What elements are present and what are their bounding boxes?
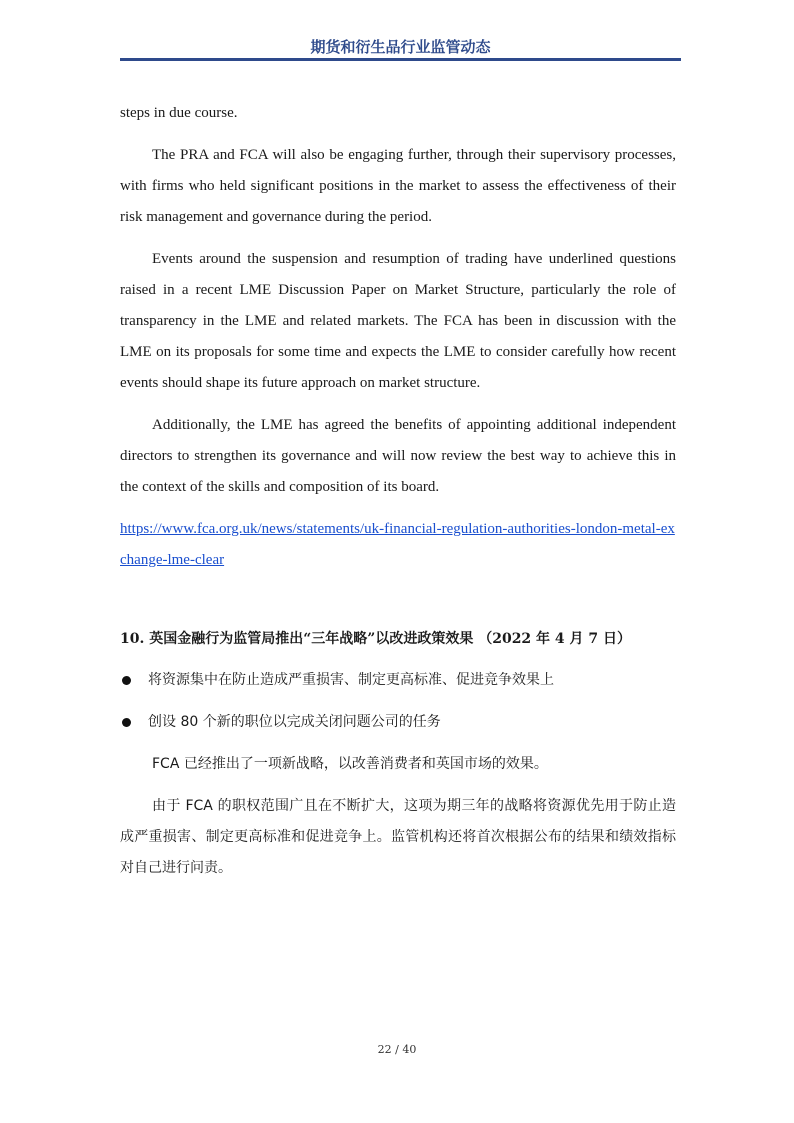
bullet-icon <box>122 676 131 685</box>
section-paragraph: 由于 FCA 的职权范围广且在不断扩大，这项为期三年的战略将资源优先用于防止造成严重损害、制定更高标准和促进竞争上。监管机构还将首次根据公布的结果和绩效指标对自己进行问责。 <box>120 798 676 876</box>
list-item <box>120 665 676 696</box>
source-link[interactable]: https://www.fca.org.uk/news/statements/uk-financial-regulation-authorities-london-metal-exchange-lme-clear <box>120 521 675 568</box>
header-divider <box>120 58 681 61</box>
list-item <box>120 707 676 738</box>
header-title: 期货和衍生品行业监管动态 <box>310 38 491 56</box>
bullet-text: 创设 80 个新的职位以完成关闭问题公司的任务 <box>148 714 441 730</box>
bullet-list <box>120 665 676 738</box>
main-content <box>120 98 676 895</box>
section-heading: 10. 英国金融行为监管局推出“三年战略”以改进政策效果 （2022 年 4 月 7 日） <box>120 631 632 647</box>
bullet-text: 将资源集中在防止造成严重损害、制定更高标准、促进竞争效果上 <box>148 672 554 688</box>
body-paragraph: steps in due course. <box>120 105 238 121</box>
body-paragraph: Events around the suspension and resumption of trading have underlined questions raised in a recent LME Discussion Paper on Market Structure, particularly the role of transparency in the LME and related markets. The FCA has been in discussion with the LME on its proposals for some time and expects the LME to consider carefully how recent events should shape its future approach on market structure. <box>120 251 676 391</box>
section-paragraph: FCA 已经推出了一项新战略，以改善消费者和英国市场的效果。 <box>152 756 548 772</box>
body-paragraph: The PRA and FCA will also be engaging further, through their supervisory processes, with firms who held significant positions in the market to assess the effectiveness of their risk management and governance during the period. <box>120 147 676 225</box>
bullet-icon <box>122 718 131 727</box>
page-number: 22 / 40 <box>377 1043 417 1056</box>
body-paragraph: Additionally, the LME has agreed the benefits of appointing additional independent directors to strengthen its governance and will now review the best way to achieve this in the context of the skills and composition of its board. <box>120 417 676 495</box>
